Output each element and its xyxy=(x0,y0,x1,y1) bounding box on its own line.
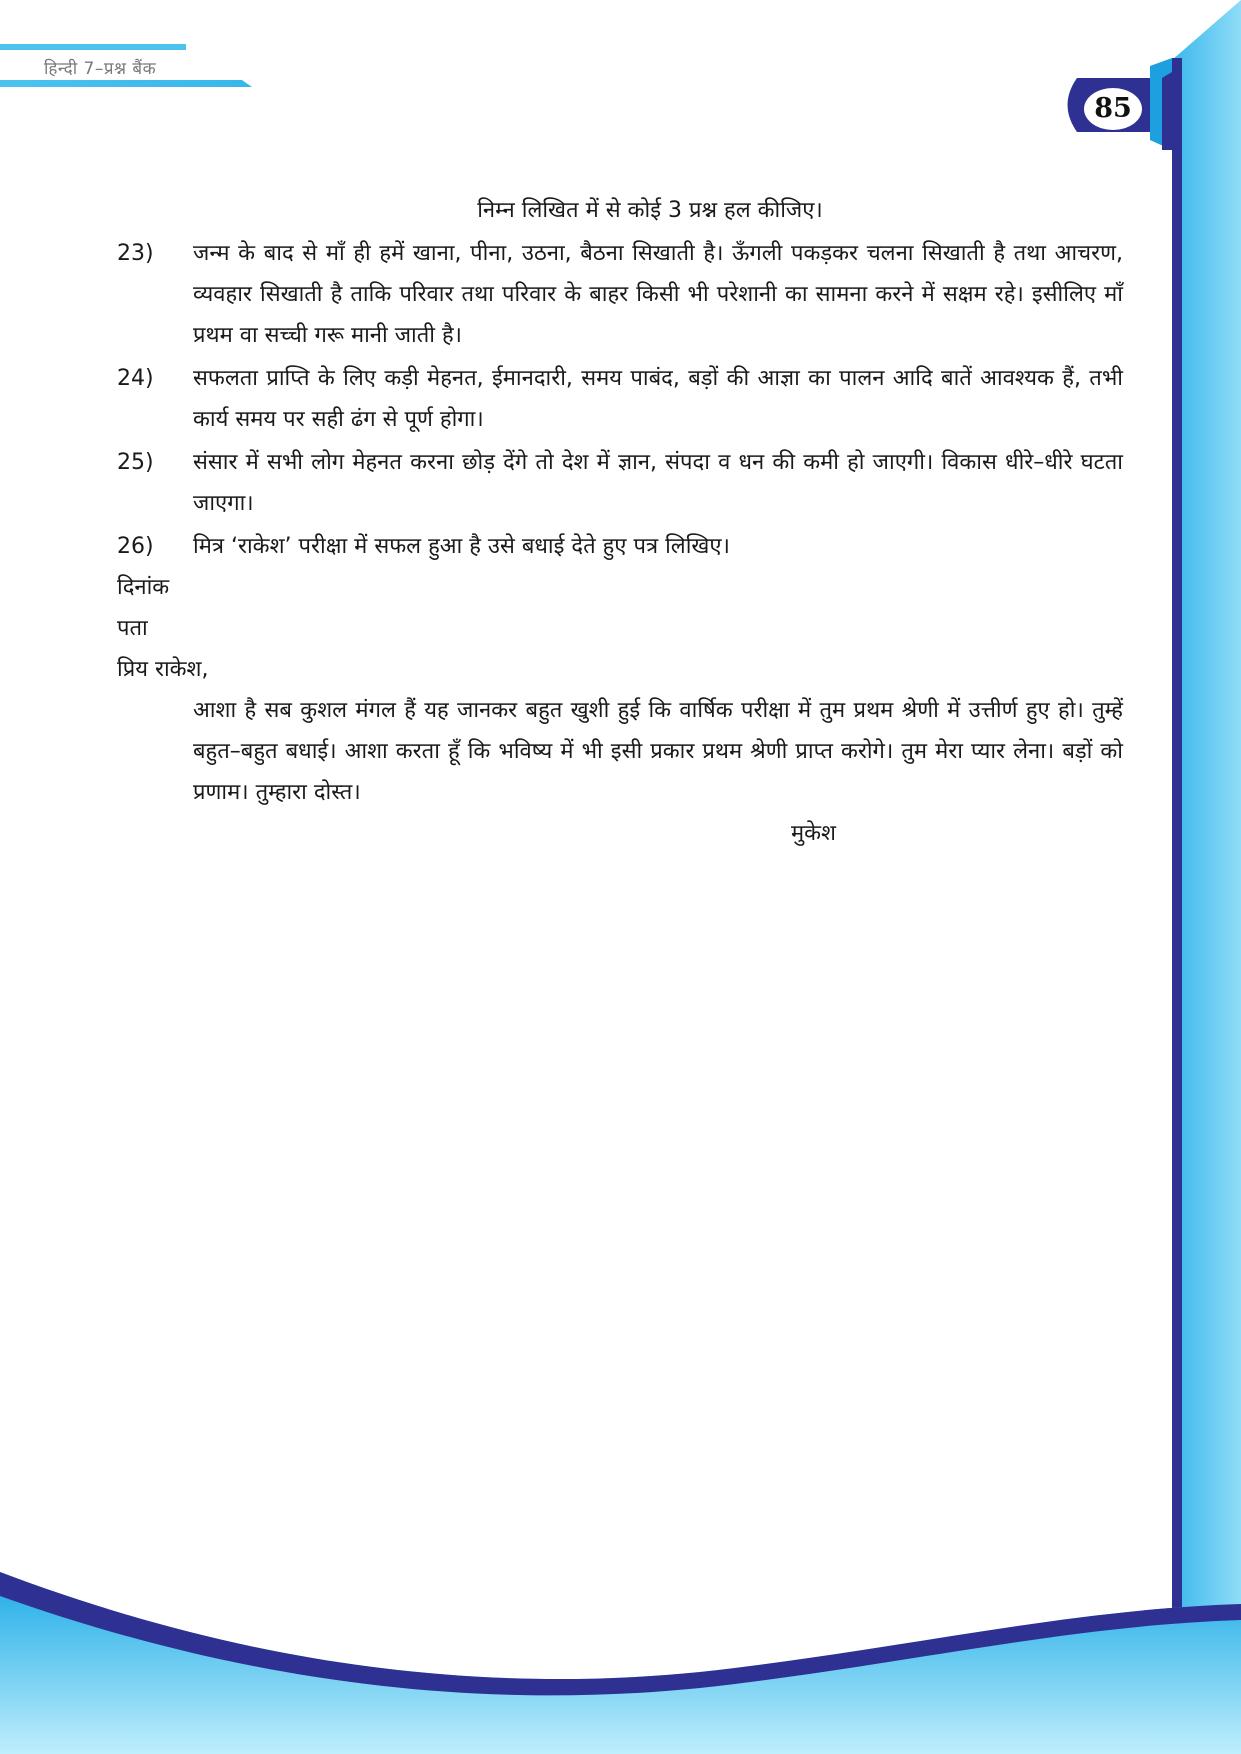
question-text: जन्म के बाद से माँ ही हमें खाना, पीना, उठना, बैठना सिखाती है। ऊँगली पकड़कर चलना सिखाती है तथा आचरण, व्यवहार सिखाती है ताकि परिवार तथा परिवार के बाहर किसी भी परेशानी का सामना करने में सक्षम रहे। इसीलिए माँ प्रथम वा सच्ची गरू मानी जाती है। xyxy=(193,241,1123,348)
letter-body: आशा है सब कुशल मंगल हैं यह जानकर बहुत खुशी हुई कि वार्षिक परीक्षा में तुम प्रथम श्रेणी में उत्तीर्ण हुए हो। तुम्हें बहुत–बहुत बधाई। आशा करता हूँ कि भविष्य में भी इसी प्रकार प्रथम श्रेणी प्राप्त करोगे। तुम मेरा प्यार लेना। बड़ों को प्रणाम। तुम्हारा दोस्त। xyxy=(193,698,1123,805)
question-number: 23) xyxy=(117,241,154,266)
page-number: 85 xyxy=(1084,88,1142,130)
question-number: 25) xyxy=(117,450,154,475)
header-accent-bar xyxy=(0,44,186,50)
header-underline-bar xyxy=(0,80,252,87)
question-item xyxy=(117,233,1123,356)
question-item xyxy=(117,442,1123,524)
question-number: 24) xyxy=(117,366,154,391)
letter-salutation: प्रिय राकेश, xyxy=(117,657,209,682)
book-title: हिन्दी 7–प्रश्न बैंक xyxy=(44,59,157,79)
letter-signature: मुकेश xyxy=(791,821,837,846)
letter-date-label: दिनांक xyxy=(117,575,170,600)
question-item xyxy=(117,358,1123,440)
letter-address-label: पता xyxy=(117,616,148,641)
instruction-heading: निम्न लिखित में से कोई 3 प्रश्न हल कीजिए। xyxy=(477,198,823,223)
question-text: सफलता प्राप्ति के लिए कड़ी मेहनत, ईमानदारी, समय पाबंद, बड़ों की आज्ञा का पालन आदि बातें आवश्यक हैं, तभी कार्य समय पर सही ढंग से पूर्ण होगा। xyxy=(193,366,1123,432)
question-number: 26) xyxy=(117,534,154,559)
question-text: संसार में सभी लोग मेहनत करना छोड़ देंगे तो देश में ज्ञान, संपदा व धन की कमी हो जाएगी। विकास धीरे–धीरे घटता जाएगा। xyxy=(193,450,1123,516)
page-content xyxy=(117,190,1123,854)
question-text: मित्र ‘राकेश’ परीक्षा में सफल हुआ है उसे बधाई देते हुए पत्र लिखिए। xyxy=(193,534,730,559)
question-item xyxy=(117,526,1123,567)
